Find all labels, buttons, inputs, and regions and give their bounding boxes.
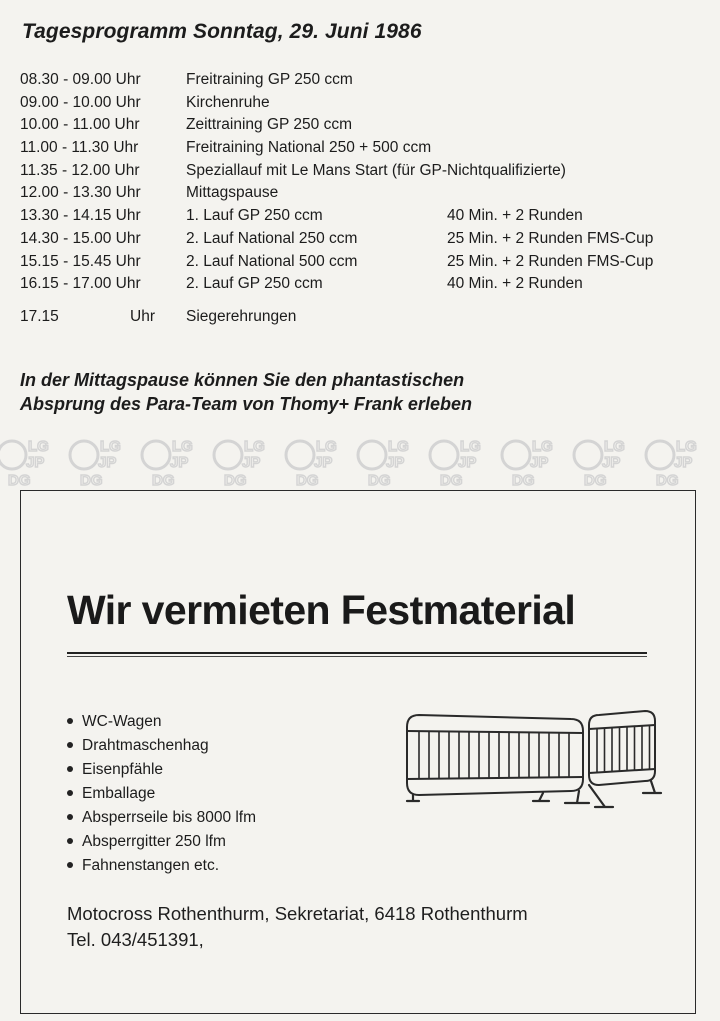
svg-text:JP: JP — [386, 454, 405, 471]
list-item — [67, 830, 256, 854]
schedule-time: 08.30 - 09.00 Uhr — [20, 71, 141, 88]
watermark-logo — [646, 438, 697, 487]
svg-text:JP: JP — [458, 454, 477, 471]
item-label: Eisenpfähle — [82, 761, 164, 778]
item-label: Absperrseile bis 8000 lfm — [82, 809, 257, 826]
title-underline — [67, 652, 647, 655]
svg-text:LG: LG — [532, 438, 553, 455]
schedule-row-final — [20, 306, 710, 329]
schedule-row — [20, 251, 710, 274]
contact-block — [67, 901, 528, 953]
contact-address: Motocross Rothenthurm, Sekretariat, 6418 Rothenthurm — [67, 903, 528, 924]
schedule-event: Siegerehrungen — [186, 307, 297, 325]
schedule-event: 1. Lauf GP 250 ccm — [186, 207, 323, 225]
list-item — [67, 734, 256, 758]
svg-text:LG: LG — [100, 438, 121, 455]
notice-line: In der Mittagspause können Sie den phantastischen — [20, 370, 465, 390]
watermark-logo — [0, 438, 49, 487]
schedule-event: Speziallauf mit Le Mans Start (für GP-Nichtqualifizierte) — [186, 161, 566, 179]
schedule-time: 10.00 - 11.00 Uhr — [20, 116, 140, 134]
watermark-logo — [286, 438, 337, 487]
svg-text:LG: LG — [28, 438, 49, 455]
contact-phone: Tel. 043/451391, — [67, 929, 204, 950]
schedule-time: 16.15 - 17.00 Uhr — [20, 275, 141, 293]
svg-text:LG: LG — [676, 438, 697, 455]
final-unit: Uhr — [130, 307, 155, 325]
schedule-event: Freitraining GP 250 ccm — [186, 71, 353, 88]
svg-text:DG: DG — [584, 472, 607, 487]
svg-text:LG: LG — [244, 438, 265, 455]
schedule-time: 14.30 - 15.00 Uhr — [20, 229, 141, 247]
watermark-strip — [0, 435, 720, 487]
bullet-icon — [67, 718, 73, 724]
schedule-row — [20, 182, 710, 205]
schedule-row — [20, 137, 710, 160]
list-item — [67, 710, 256, 734]
rental-items-list — [67, 710, 256, 878]
schedule-row — [20, 69, 710, 92]
bullet-icon — [67, 862, 73, 868]
bullet-icon — [67, 742, 73, 748]
item-label: Drahtmaschenhag — [82, 737, 209, 754]
svg-text:JP: JP — [674, 454, 693, 471]
schedule-note: 25 Min. + 2 Runden FMS-Cup — [447, 229, 654, 247]
list-item — [67, 806, 256, 830]
list-item — [67, 758, 256, 782]
svg-text:DG: DG — [440, 472, 463, 487]
svg-text:LG: LG — [172, 438, 193, 455]
item-label: Emballage — [82, 785, 156, 802]
svg-text:DG: DG — [80, 472, 103, 487]
svg-text:JP: JP — [26, 454, 45, 471]
item-label: Fahnenstangen etc. — [82, 857, 220, 874]
svg-text:JP: JP — [314, 454, 333, 471]
schedule-row — [20, 114, 710, 137]
bullet-icon — [67, 790, 73, 796]
list-item — [67, 854, 256, 878]
bullet-icon — [67, 838, 73, 844]
svg-text:DG: DG — [296, 472, 319, 487]
watermark-logo — [214, 438, 265, 487]
advertisement-box — [20, 490, 696, 1014]
schedule-event: 2. Lauf National 500 ccm — [186, 252, 358, 270]
bullet-icon — [67, 766, 73, 772]
list-item — [67, 782, 256, 806]
schedule-time: 13.30 - 14.15 Uhr — [20, 207, 141, 225]
svg-text:LG: LG — [460, 438, 481, 455]
svg-text:LG: LG — [388, 438, 409, 455]
schedule-row — [20, 205, 710, 228]
schedule-event: Mittagspause — [186, 184, 279, 202]
watermark-logo — [574, 438, 625, 487]
ad-title: Wir vermieten Festmaterial — [67, 587, 576, 633]
schedule-event: Kirchenruhe — [186, 93, 270, 111]
title-underline-thin — [67, 656, 647, 657]
schedule-event: Freitraining National 250 + 500 ccm — [186, 139, 432, 157]
schedule-row — [20, 228, 710, 251]
schedule-event: 2. Lauf GP 250 ccm — [186, 275, 323, 293]
watermark-logo — [142, 438, 193, 487]
schedule-time: 11.35 - 12.00 Uhr — [20, 161, 140, 179]
lunch-notice — [20, 368, 700, 416]
schedule-row — [20, 273, 710, 296]
watermark-logo — [358, 438, 409, 487]
schedule-note: 25 Min. + 2 Runden FMS-Cup — [447, 252, 654, 270]
svg-text:DG: DG — [656, 472, 679, 487]
schedule-note: 40 Min. + 2 Runden — [447, 207, 583, 225]
svg-text:LG: LG — [316, 438, 337, 455]
item-label: Absperrgitter 250 lfm — [82, 833, 226, 850]
watermark-logo — [430, 438, 481, 487]
barrier-fence-illustration — [393, 709, 663, 809]
svg-text:JP: JP — [242, 454, 261, 471]
schedule-table — [20, 69, 710, 329]
schedule-row — [20, 92, 710, 115]
schedule-time: 12.00 - 13.30 Uhr — [20, 184, 141, 202]
schedule-event: 2. Lauf National 250 ccm — [186, 229, 358, 247]
svg-text:DG: DG — [152, 472, 175, 487]
watermark-logo — [70, 438, 121, 487]
svg-text:JP: JP — [530, 454, 549, 471]
item-label: WC-Wagen — [82, 713, 162, 730]
watermark-logo — [502, 438, 553, 487]
svg-text:JP: JP — [98, 454, 117, 471]
watermark-logo-strip — [0, 435, 720, 487]
schedule-row — [20, 160, 710, 183]
bullet-icon — [67, 814, 73, 820]
svg-text:JP: JP — [602, 454, 621, 471]
svg-text:DG: DG — [512, 472, 535, 487]
schedule-time: 09.00 - 10.00 Uhr — [20, 93, 141, 111]
page-title: Tagesprogramm Sonntag, 29. Juni 1986 — [22, 20, 422, 43]
svg-text:DG: DG — [8, 472, 31, 487]
final-time: 17.15 — [20, 307, 59, 325]
schedule-time: 15.15 - 15.45 Uhr — [20, 252, 141, 270]
notice-line: Absprung des Para-Team von Thomy+ Frank erleben — [20, 394, 472, 414]
schedule-event: Zeittraining GP 250 ccm — [186, 116, 352, 134]
svg-text:JP: JP — [170, 454, 189, 471]
svg-text:LG: LG — [604, 438, 625, 455]
svg-text:DG: DG — [368, 472, 391, 487]
schedule-note: 40 Min. + 2 Runden — [447, 275, 583, 293]
schedule-time: 11.00 - 11.30 Uhr — [20, 139, 139, 157]
svg-text:DG: DG — [224, 472, 247, 487]
